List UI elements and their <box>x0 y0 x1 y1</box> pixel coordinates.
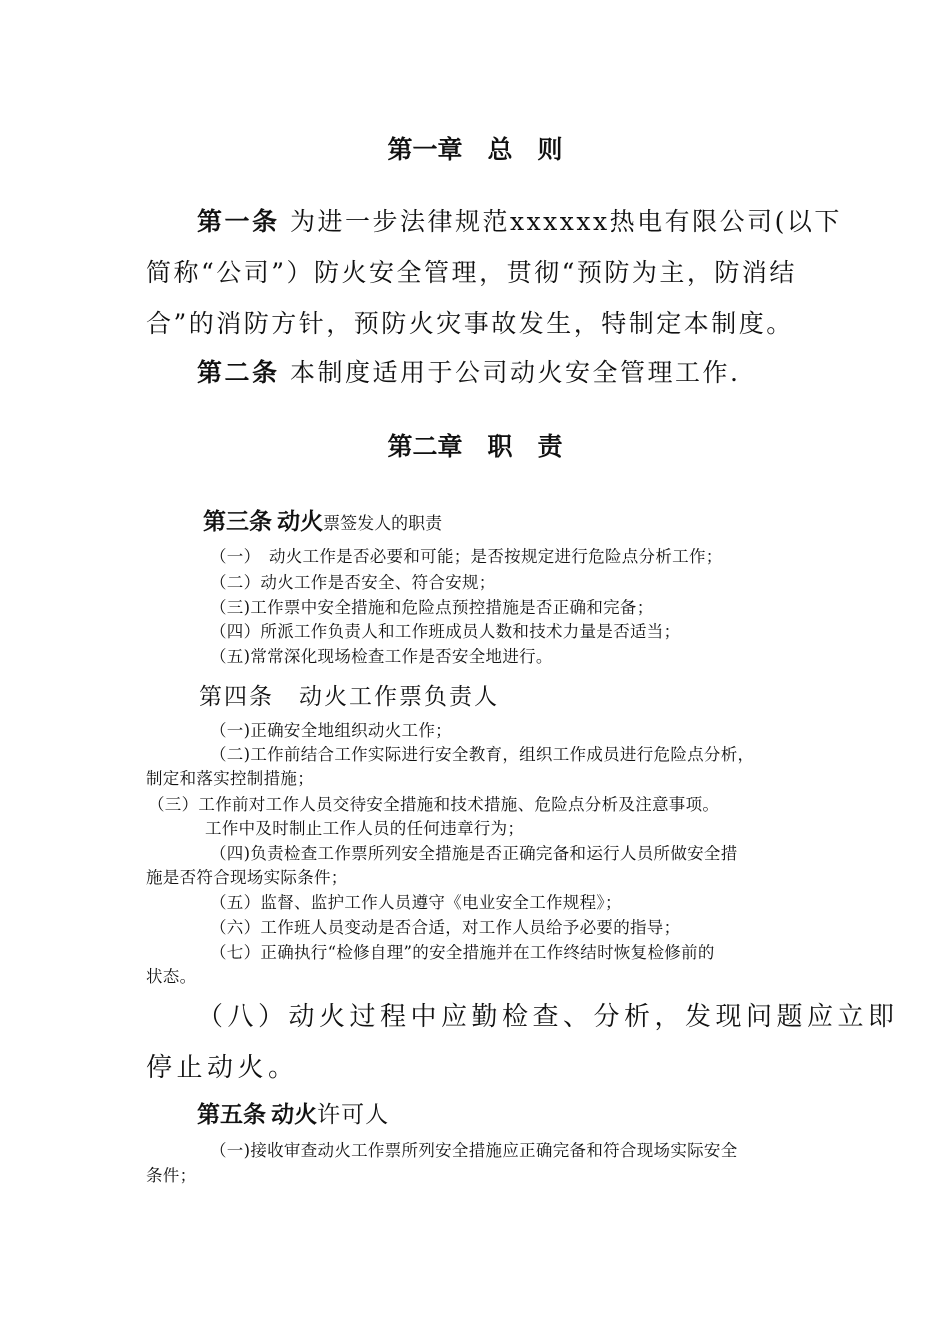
article-4-line-1: （一)正确安全地组织动火工作； <box>210 721 452 740</box>
article-5-line-2: 条件； <box>146 1166 197 1185</box>
article-4-heading: 第四条 动火工作票负责人 <box>199 684 499 710</box>
article-2-text: 本制度适用于公司动火安全管理工作. <box>289 358 741 387</box>
article-1-line-3: 合”的消防方针，预防火灾事故发生，特制定本制度。 <box>146 309 794 338</box>
article-3-item-2: （二）动火工作是否安全、符合安规； <box>210 573 496 592</box>
article-4-line-7: 施是否符合现场实际条件； <box>146 868 348 887</box>
article-3-item-4: （四）所派工作负责人和工作班成员人数和技术力量是否适当； <box>210 622 681 641</box>
article-3-label-bold: 动火 <box>277 508 324 535</box>
article-3-label-rest: 票签发人的职责 <box>323 514 443 534</box>
chapter-1-title: 第一章 总 则 <box>387 135 563 164</box>
article-5-label-bold: 动火 <box>271 1101 318 1128</box>
article-4-line-10: （七）正确执行“检修自理”的安全措施并在工作终结时恢复检修前的 <box>210 943 715 962</box>
article-4-item-8-line-2: 停止动火。 <box>146 1053 299 1083</box>
article-5-label-rest: 许可人 <box>317 1102 390 1128</box>
chapter-2-title: 第二章 职 责 <box>387 432 563 461</box>
article-4-line-8: （五）监督、监护工作人员遵守《电业安全工作规程》； <box>210 893 622 912</box>
article-4-line-4: （三）工作前对工作人员交待安全措施和技术措施、危险点分析及注意事项。 <box>148 795 720 814</box>
article-4-line-3: 制定和落实控制措施； <box>146 769 314 788</box>
article-2 <box>197 360 740 385</box>
article-1-line-1 <box>197 209 842 234</box>
article-1-text-1: 为进一步法律规范xxxxxx热电有限公司(以下 <box>289 207 842 236</box>
article-4-line-11: 状态。 <box>146 967 197 986</box>
article-3-item-3: （三)工作票中安全措施和危险点预控措施是否正确和完备； <box>210 598 654 617</box>
article-3-item-1: （一） 动火工作是否必要和可能；是否按规定进行危险点分析工作； <box>210 547 723 566</box>
article-4-line-5: 工作中及时制止工作人员的任何违章行为； <box>205 819 525 838</box>
article-1-line-2: 简称“公司”）防火安全管理，贯彻“预防为主，防消结 <box>146 258 797 287</box>
article-3-item-5: （五)常常深化现场检查工作是否安全地进行。 <box>210 647 553 666</box>
article-5-label: 第五条 <box>197 1101 266 1128</box>
article-3-heading <box>203 510 442 533</box>
article-4-item-8-line-1: （八）动火过程中应勤检查、分析，发现问题应立即 <box>197 1002 899 1032</box>
article-4-line-2: （二)工作前结合工作实际进行安全教育，组织工作成员进行危险点分析， <box>210 745 755 764</box>
article-4-line-6: （四)负责检查工作票所列安全措施是否正确完备和运行人员所做安全措 <box>210 844 738 863</box>
article-3-label: 第三条 <box>203 508 272 535</box>
article-1-label: 第一条 <box>197 207 280 236</box>
article-5-line-1: （一)接收审查动火工作票所列安全措施应正确完备和符合现场实际安全 <box>210 1141 738 1160</box>
article-2-label: 第二条 <box>197 358 280 387</box>
article-5-heading <box>197 1103 389 1127</box>
article-4-line-9: （六）工作班人员变动是否合适，对工作人员给予必要的指导； <box>210 918 681 937</box>
